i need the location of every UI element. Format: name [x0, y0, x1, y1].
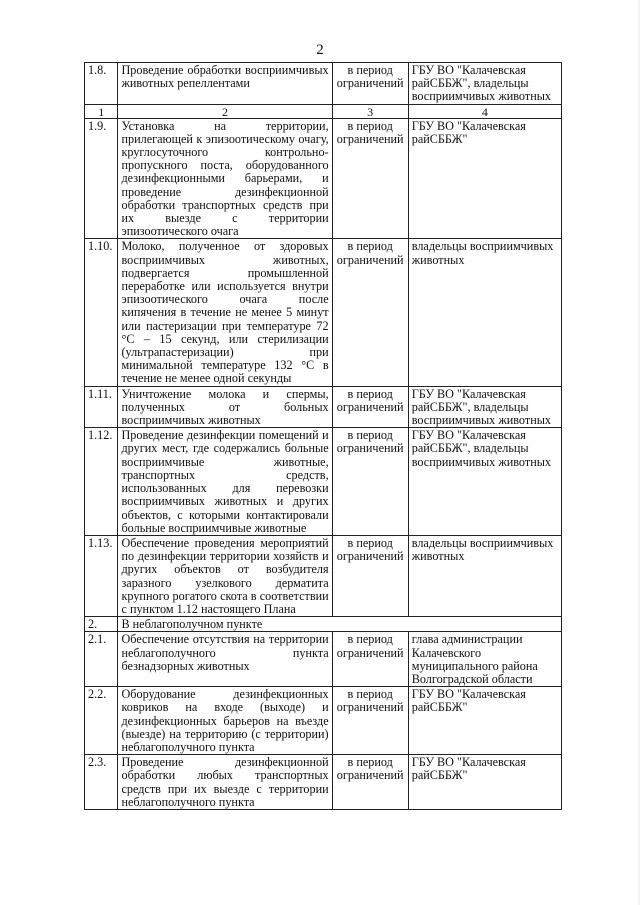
row-period: в период ограничений — [332, 535, 408, 616]
row-responsible: ГБУ ВО "Калачевская райСББЖ", владельцы восприимчивых животных — [408, 428, 561, 536]
header-col-3: 3 — [332, 104, 408, 118]
row-period: в период ограничений — [332, 386, 408, 428]
row-action: Уничтожение молока и спермы, полученных от больных восприимчивых животных — [118, 386, 332, 428]
row-responsible: ГБУ ВО "Калачевская райСББЖ", владельцы восприимчивых животных — [408, 63, 561, 105]
table-row — [85, 239, 562, 386]
table-row — [85, 428, 562, 536]
row-action: Молоко, полученное от здоровых восприимчивых животных, подвергается промышленной переработке или используется внутри эпизоотического очага после кипячения в течение не менее 5 минут или пастеризации при температуре 72 °С – 15 секунд, или стерилизации (ультрапастеризации) при минимальной температуре 132 °С в течение не менее одной секунды — [118, 239, 332, 386]
row-action: Проведение дезинфекции помещений и других мест, где содержались больные восприимчивые животные, транспортных средств, использованных для перевозки восприимчивых животных и других объектов, с которыми контактировали больные восприимчивые животные — [118, 428, 332, 536]
row-period: в период ограничений — [332, 118, 408, 239]
section-title: В неблагополучном пункте — [118, 617, 562, 632]
row-period: в период ограничений — [332, 632, 408, 687]
section-number: 2. — [85, 617, 118, 632]
row-action: Установка на территории, прилегающей к эпизоотическому очагу, круглосуточного контрольно-пропускного поста, оборудованного дезинфекционными барьерами, и проведение дезинфекционной обработки транспортных средств при их выезде с территории эпизоотического очага — [118, 118, 332, 239]
header-col-1: 1 — [85, 104, 118, 118]
row-responsible: глава администрации Калачевского муниципального района Волгоградской области — [408, 632, 561, 687]
row-action: Проведение обработки восприимчивых животных репеллентами — [118, 63, 332, 105]
row-number: 2.2. — [85, 687, 118, 755]
row-responsible: ГБУ ВО "Калачевская райСББЖ" — [408, 118, 561, 239]
row-number: 1.13. — [85, 535, 118, 616]
table-row — [85, 63, 562, 105]
row-responsible: владельцы восприимчивых животных — [408, 535, 561, 616]
table-row — [85, 687, 562, 755]
table-row — [85, 386, 562, 428]
row-period: в период ограничений — [332, 755, 408, 810]
table-row — [85, 755, 562, 810]
row-period: в период ограничений — [332, 687, 408, 755]
table-row — [85, 632, 562, 687]
row-number: 2.3. — [85, 755, 118, 810]
page-number: 2 — [316, 42, 324, 58]
row-responsible: ГБУ ВО "Калачевская райСББЖ" — [408, 687, 561, 755]
row-number: 2.1. — [85, 632, 118, 687]
row-action: Обеспечение проведения мероприятий по дезинфекции территории хозяйств и других объектов от возбудителя заразного узелкового дерматита крупного рогатого скота в соответствии с пунктом 1.12 настоящего Плана — [118, 535, 332, 616]
row-responsible: ГБУ ВО "Калачевская райСББЖ", владельцы восприимчивых животных — [408, 386, 561, 428]
row-number: 1.9. — [85, 118, 118, 239]
table-row — [85, 118, 562, 239]
row-number: 1.10. — [85, 239, 118, 386]
row-period: в период ограничений — [332, 239, 408, 386]
row-responsible: ГБУ ВО "Калачевская райСББЖ" — [408, 755, 561, 810]
header-col-4: 4 — [408, 104, 561, 118]
row-period: в период ограничений — [332, 428, 408, 536]
row-action: Обеспечение отсутствия на территории неблагополучного пункта безнадзорных животных — [118, 632, 332, 687]
row-number: 1.11. — [85, 386, 118, 428]
row-period: в период ограничений — [332, 63, 408, 105]
row-action: Проведение дезинфекционной обработки любых транспортных средств при их выезде с территории неблагополучного пункта — [118, 755, 332, 810]
header-col-2: 2 — [118, 104, 332, 118]
row-action: Оборудование дезинфекционных ковриков на входе (выходе) и дезинфекционных барьеров на въезде (выезде) на территорию (с территории) неблагополучного пункта — [118, 687, 332, 755]
plan-table — [84, 62, 562, 810]
row-responsible: владельцы восприимчивых животных — [408, 239, 561, 386]
column-number-header — [85, 104, 562, 118]
table-row — [85, 535, 562, 616]
row-number: 1.12. — [85, 428, 118, 536]
section-row — [85, 617, 562, 632]
row-number: 1.8. — [85, 63, 118, 105]
